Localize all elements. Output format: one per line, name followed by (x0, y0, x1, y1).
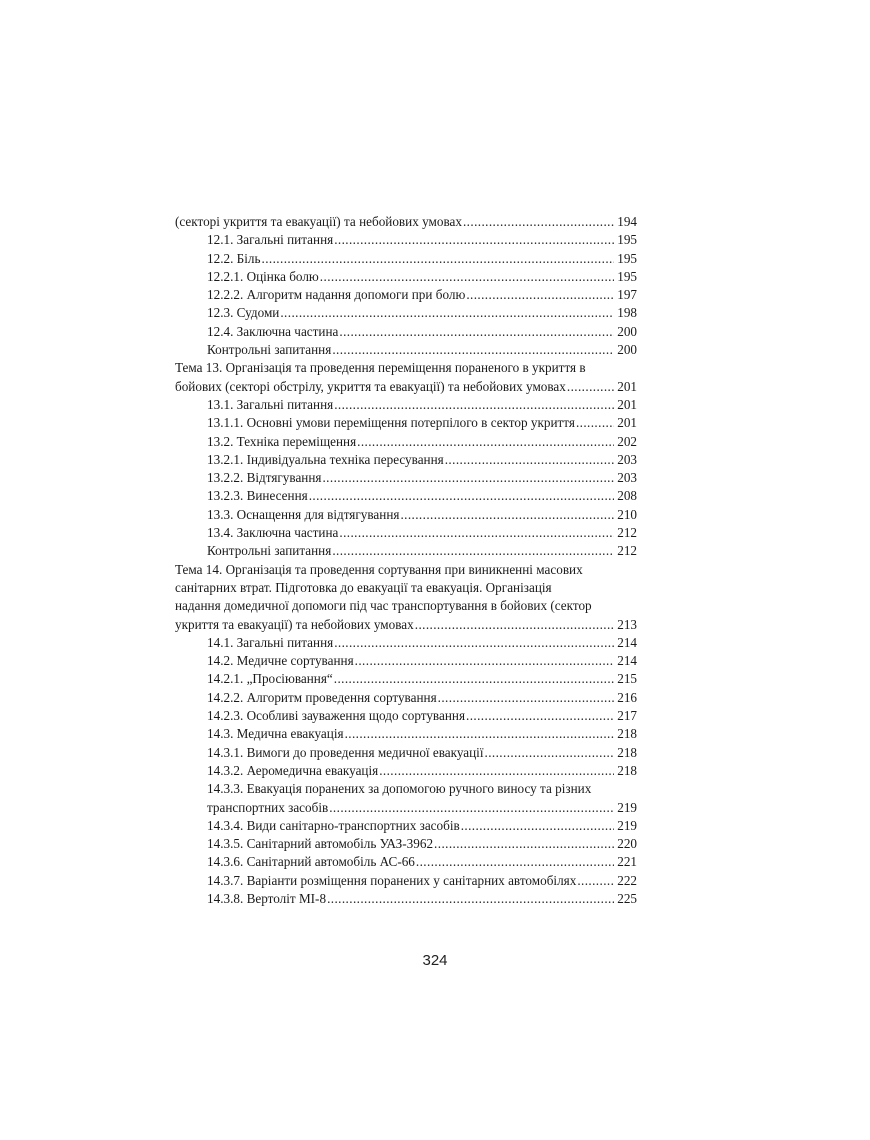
toc-entry-page: 203 (617, 470, 637, 486)
toc-entry (175, 890, 637, 908)
dot-leader (485, 744, 615, 762)
toc-entry-title: 14.3.5. Санітарний автомобіль УАЗ-3962 (207, 836, 434, 852)
toc-entry-title: 13.2.3. Винесення (207, 488, 308, 504)
dot-leader (466, 707, 614, 725)
toc-entry-title: 14.2.1. „Просіювання“ (207, 671, 333, 687)
toc-entry-page: 214 (617, 634, 637, 650)
dot-leader (334, 670, 614, 688)
toc-entry (175, 689, 637, 707)
toc-heading-line: Тема 14. Організація та проведення сортування при виникненні масових (175, 561, 583, 577)
dot-leader (415, 616, 614, 634)
toc-entry-page: 216 (617, 689, 637, 705)
dot-leader (577, 872, 614, 890)
toc-entry (175, 250, 637, 268)
toc-entry-page: 195 (617, 232, 637, 248)
dot-leader (262, 250, 615, 268)
dot-leader (466, 286, 614, 304)
toc-entry-page: 197 (617, 287, 637, 303)
toc-entry (175, 853, 637, 871)
toc-entry (175, 268, 637, 286)
toc-entry (175, 414, 637, 432)
toc-entry (175, 744, 637, 762)
toc-entry-title: 14.3.2. Аеромедична евакуація (207, 762, 379, 778)
dot-leader (379, 762, 614, 780)
dot-leader (339, 323, 614, 341)
toc-entry (175, 396, 637, 414)
toc-entry-page: 221 (617, 854, 637, 870)
toc-entry-page: 213 (617, 616, 637, 632)
toc-entry-page: 208 (617, 488, 637, 504)
dot-leader (332, 341, 614, 359)
toc-heading-line: 14.3.3. Евакуація поранених за допомогою ручного виносу та різних (207, 781, 592, 797)
toc-entry (175, 213, 637, 231)
toc-entry-page: 220 (617, 836, 637, 852)
toc-entry-page: 218 (617, 726, 637, 742)
toc-entry (175, 652, 637, 670)
toc-entry-title: 14.2.2. Алгоритм проведення сортування (207, 689, 437, 705)
toc-entry-title: 14.3.8. Вертоліт МІ-8 (207, 890, 327, 906)
dot-leader (320, 268, 614, 286)
toc-entry-page: 194 (617, 214, 637, 229)
toc-entry-title: 14.2.3. Особливі зауваження щодо сортування (207, 708, 466, 724)
toc-entry (175, 506, 637, 524)
toc-entry-page: 222 (617, 872, 637, 888)
toc-entry-title: 12.1. Загальні питання (207, 232, 334, 248)
dot-leader (322, 469, 614, 487)
dot-leader (357, 433, 614, 451)
toc-entry-page: 212 (617, 543, 637, 559)
toc-entry-page: 200 (617, 323, 637, 339)
toc-entry-title: 12.3. Судоми (207, 305, 280, 321)
toc-entry-page: 202 (617, 433, 637, 449)
dot-leader (327, 890, 614, 908)
toc-entry (175, 542, 637, 560)
toc-entry-title: 14.1. Загальні питання (207, 634, 334, 650)
toc-entry-page: 198 (617, 305, 637, 321)
toc-entry-title: 13.3. Оснащення для відтягування (207, 506, 400, 522)
toc-entry-title: 12.2.1. Оцінка болю (207, 268, 319, 284)
toc-entry-title: 12.2.2. Алгоритм надання допомоги при болю (207, 287, 466, 303)
dot-leader (438, 689, 615, 707)
toc-entry-page: 200 (617, 342, 637, 358)
toc-entry (175, 725, 637, 743)
dot-leader (332, 542, 614, 560)
page-number: 324 (422, 952, 448, 969)
toc-entry (175, 433, 637, 451)
toc-entry-title: 14.3.6. Санітарний автомобіль АС-66 (207, 854, 415, 870)
toc-entry-page: 201 (617, 396, 637, 412)
toc-entry (175, 835, 637, 853)
toc-entry-page: 218 (617, 762, 637, 778)
toc-entry-title: 13.1. Загальні питання (207, 396, 334, 412)
toc-entry (175, 634, 637, 652)
toc-entry (175, 616, 637, 634)
dot-leader (339, 524, 614, 542)
toc-entry (175, 817, 637, 835)
toc-entry-title: 13.2. Техніка переміщення (207, 433, 357, 449)
toc-entry-page: 218 (617, 744, 637, 760)
toc-entry-title: 12.4. Заключна частина (207, 323, 339, 339)
dot-leader (576, 414, 614, 432)
toc-entry-page: 201 (617, 415, 637, 431)
toc-heading-line: Тема 13. Організація та проведення переміщення пораненого в укриття в (175, 360, 586, 376)
toc-entry-page: 195 (617, 268, 637, 284)
toc-entry-page: 201 (617, 378, 637, 394)
toc-entry-title: бойових (секторі обстрілу, укриття та евакуації) та небойових умовах (175, 378, 566, 394)
toc-entry-page: 215 (617, 671, 637, 687)
toc-entry (175, 799, 637, 817)
toc-entry-page: 203 (617, 451, 637, 467)
toc-entry-page: 219 (617, 817, 637, 833)
dot-leader (355, 652, 615, 670)
toc-heading-line: надання домедичної допомоги під час транспортування в бойових (сектор (175, 598, 592, 614)
toc-entry (175, 707, 637, 725)
toc-entry (175, 487, 637, 505)
dot-leader (400, 506, 614, 524)
table-of-contents (175, 213, 637, 908)
toc-entry (175, 231, 637, 249)
toc-entry-page: 219 (617, 799, 637, 815)
toc-entry (175, 286, 637, 304)
toc-entry (175, 469, 637, 487)
toc-entry (175, 304, 637, 322)
toc-entry-title: укриття та евакуації) та небойових умовах (175, 616, 414, 632)
toc-entry-page: 195 (617, 250, 637, 266)
toc-entry-page: 210 (617, 506, 637, 522)
dot-leader (334, 231, 614, 249)
toc-heading-line: санітарних втрат. Підготовка до евакуації та евакуація. Організація (175, 579, 552, 595)
dot-leader (309, 487, 615, 505)
toc-entry-title: 14.3.4. Види санітарно-транспортних засобів (207, 817, 460, 833)
dot-leader (434, 835, 614, 853)
toc-entry-title: 12.2. Біль (207, 250, 261, 266)
toc-entry (175, 524, 637, 542)
toc-entry-title: (секторі укриття та евакуації) та небойових умовах (175, 214, 462, 229)
toc-entry (175, 323, 637, 341)
dot-leader (461, 817, 615, 835)
toc-entry-title: 14.3. Медична евакуація (207, 726, 344, 742)
dot-leader (345, 725, 615, 743)
dot-leader (416, 853, 614, 871)
toc-entry-title: 14.3.1. Вимоги до проведення медичної евакуації (207, 744, 484, 760)
dot-leader (329, 799, 614, 817)
toc-entry-title: 13.1.1. Основні умови переміщення потерпілого в сектор укриття (207, 415, 575, 431)
dot-leader (463, 213, 614, 231)
toc-entry (175, 670, 637, 688)
toc-entry-title: 14.2. Медичне сортування (207, 653, 354, 669)
toc-entry-title: 13.4. Заключна частина (207, 525, 339, 541)
toc-entry-page: 212 (617, 525, 637, 541)
dot-leader (334, 396, 614, 414)
toc-entry-title: 13.2.2. Відтягування (207, 470, 322, 486)
dot-leader (445, 451, 614, 469)
dot-leader (334, 634, 614, 652)
toc-entry (175, 451, 637, 469)
toc-entry-page: 225 (617, 890, 637, 906)
toc-entry-title: транспортних засобів (207, 799, 329, 815)
toc-entry-page: 214 (617, 653, 637, 669)
dot-leader (280, 304, 614, 322)
toc-entry-page: 217 (617, 708, 637, 724)
dot-leader (567, 378, 614, 396)
toc-entry (175, 762, 637, 780)
toc-entry (175, 872, 637, 890)
toc-entry-title: 13.2.1. Індивідуальна техніка пересування (207, 451, 444, 467)
toc-entry-title: 14.3.7. Варіанти розміщення поранених у санітарних автомобілях (207, 872, 577, 888)
toc-entry (175, 378, 637, 396)
toc-entry-title: Контрольні запитання (207, 342, 332, 358)
toc-entry (175, 341, 637, 359)
toc-entry-title: Контрольні запитання (207, 543, 332, 559)
